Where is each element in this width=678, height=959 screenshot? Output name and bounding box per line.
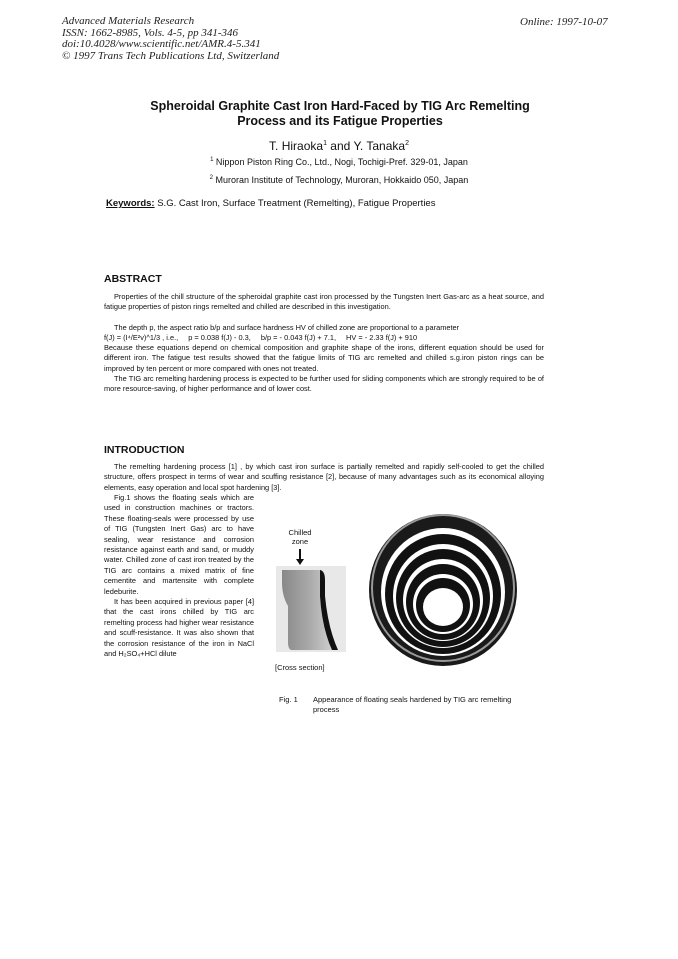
aff1-text: Nippon Piston Ring Co., Ltd., Nogi, Tochigi-Pref. 329-01, Japan bbox=[213, 157, 468, 167]
abstract-equations bbox=[104, 333, 544, 342]
author-1: T. Hiraoka bbox=[269, 139, 324, 153]
aff2-text: Muroran Institute of Technology, Muroran, Hokkaido 050, Japan bbox=[213, 175, 469, 185]
equation-depth: p = 0.038 f(J) - 0.3, bbox=[188, 333, 251, 342]
doi-line[interactable]: doi:10.4028/www.scientific.net/AMR.4-5.341 bbox=[62, 38, 261, 50]
chilled-zone-label bbox=[270, 528, 330, 546]
figure-caption bbox=[279, 695, 539, 715]
keywords-label: Keywords: bbox=[106, 198, 155, 209]
title-line-1: Spheroidal Graphite Cast Iron Hard-Faced by TIG Arc Remelting bbox=[150, 99, 530, 113]
aff2-sup: 2 bbox=[209, 175, 213, 181]
intro-p1-text: The remelting hardening process [1] , by which cast iron surface is partially remelted and rapidly self-cooled to get the chilled structure, offers prospect in terms of wear and scuffing resistance [2], because of many advantages such as its economical alloying elements, easy operation and local spot hardening [3]. bbox=[104, 462, 544, 492]
intro-p2-text: Fig.1 shows the floating seals which are used in construction machines or tractors. These floating-seals were processed by use of TIG (Tungsten Inert Gas) arc to have sealing, wear resistance and corrosion resistance against earth and sand, or muddy water. Chilled zone of cast iron treated by the TIG arc contains a mixed matrix of fine cementite and martensite with complete ledeburite. bbox=[104, 493, 254, 596]
keywords-text: S.G. Cast Iron, Surface Treatment (Remelting), Fatigue Properties bbox=[154, 198, 436, 209]
figure-number: Fig. 1 bbox=[279, 695, 298, 704]
keywords bbox=[106, 198, 435, 209]
authors bbox=[0, 139, 678, 153]
abstract-paragraph-4 bbox=[104, 374, 544, 395]
online-date: Online: 1997-10-07 bbox=[520, 16, 608, 28]
abstract-p1-text: Properties of the chill structure of the spheroidal graphite cast iron processed by the Tungsten Inert Gas-arc as a heat source, and fatigue properties of piston rings remelted and chilled are described in this investigation. bbox=[104, 292, 544, 312]
affiliation-1 bbox=[0, 157, 678, 167]
floating-seal-rings-image bbox=[368, 512, 518, 667]
abstract-p4-text: The TIG arc remelting hardening process is expected to be further used for sliding components which are strongly required to be of more resource-saving, of higher performance and of lower cost. bbox=[104, 374, 544, 394]
equation-hardness: HV = - 2.33 f(J) + 910 bbox=[346, 333, 418, 342]
journal-name: Advanced Materials Research bbox=[62, 15, 195, 27]
intro-p3-text: It has been acquired in previous paper [4] that the cast irons chilled by TIG arc remelting process had higher wear resistance and scuff-resistance. It was also shown that the corrosion resistance of the iron in NaCl and H₂SO₄+HCl dilute bbox=[104, 597, 254, 659]
arrow-head-icon bbox=[296, 559, 304, 565]
title-line-2: Process and its Fatigue Properties bbox=[237, 114, 443, 128]
abstract-paragraph-2 bbox=[104, 323, 544, 333]
introduction-paragraph-3 bbox=[104, 597, 254, 659]
cross-section-image bbox=[276, 566, 346, 652]
abstract-paragraph-3: Because these equations depend on chemical composition and graphite shape of the irons, different equation should be used for different iron. The fatigue test results showed that the fatigue limits of TIG arc remelted and chilled s.g.iron piston rings can be improved by ten percent or more compared with ones not treated. bbox=[104, 343, 544, 373]
cross-section-label: [Cross section] bbox=[275, 663, 325, 672]
equation-fj: f(J) = (I⁴/E²v)^1/3 , i.e., bbox=[104, 333, 179, 342]
abstract-heading: ABSTRACT bbox=[104, 273, 162, 285]
abstract-p2-text: The depth p, the aspect ratio b/p and surface hardness HV of chilled zone are proportional to a parameter bbox=[114, 323, 460, 332]
aff1-sup: 1 bbox=[210, 157, 214, 163]
chilled-label-line-2: zone bbox=[291, 537, 309, 546]
author-and: and bbox=[326, 139, 354, 153]
author-2: Y. Tanaka bbox=[353, 139, 406, 153]
introduction-paragraph-2 bbox=[104, 493, 254, 597]
introduction-column bbox=[104, 493, 254, 660]
chilled-label-line-1: Chilled bbox=[288, 528, 312, 537]
figure-caption-text: Appearance of floating seals hardened by TIG arc remelting process bbox=[313, 695, 512, 714]
author-2-sup: 2 bbox=[405, 140, 409, 147]
introduction-heading: INTRODUCTION bbox=[104, 444, 185, 456]
author-1-sup: 1 bbox=[323, 140, 327, 147]
introduction-paragraph-1 bbox=[104, 462, 544, 493]
publication-info bbox=[62, 16, 279, 62]
abstract-paragraph-1 bbox=[104, 292, 544, 313]
affiliation-2 bbox=[0, 175, 678, 185]
paper-title bbox=[120, 99, 560, 129]
issn-line: ISSN: 1662-8985, Vols. 4-5, pp 341-346 bbox=[62, 26, 238, 39]
copyright-line: © 1997 Trans Tech Publications Ltd, Switzerland bbox=[62, 49, 280, 62]
equation-aspect: b/p = - 0.043 f(J) + 7.1, bbox=[260, 333, 337, 342]
